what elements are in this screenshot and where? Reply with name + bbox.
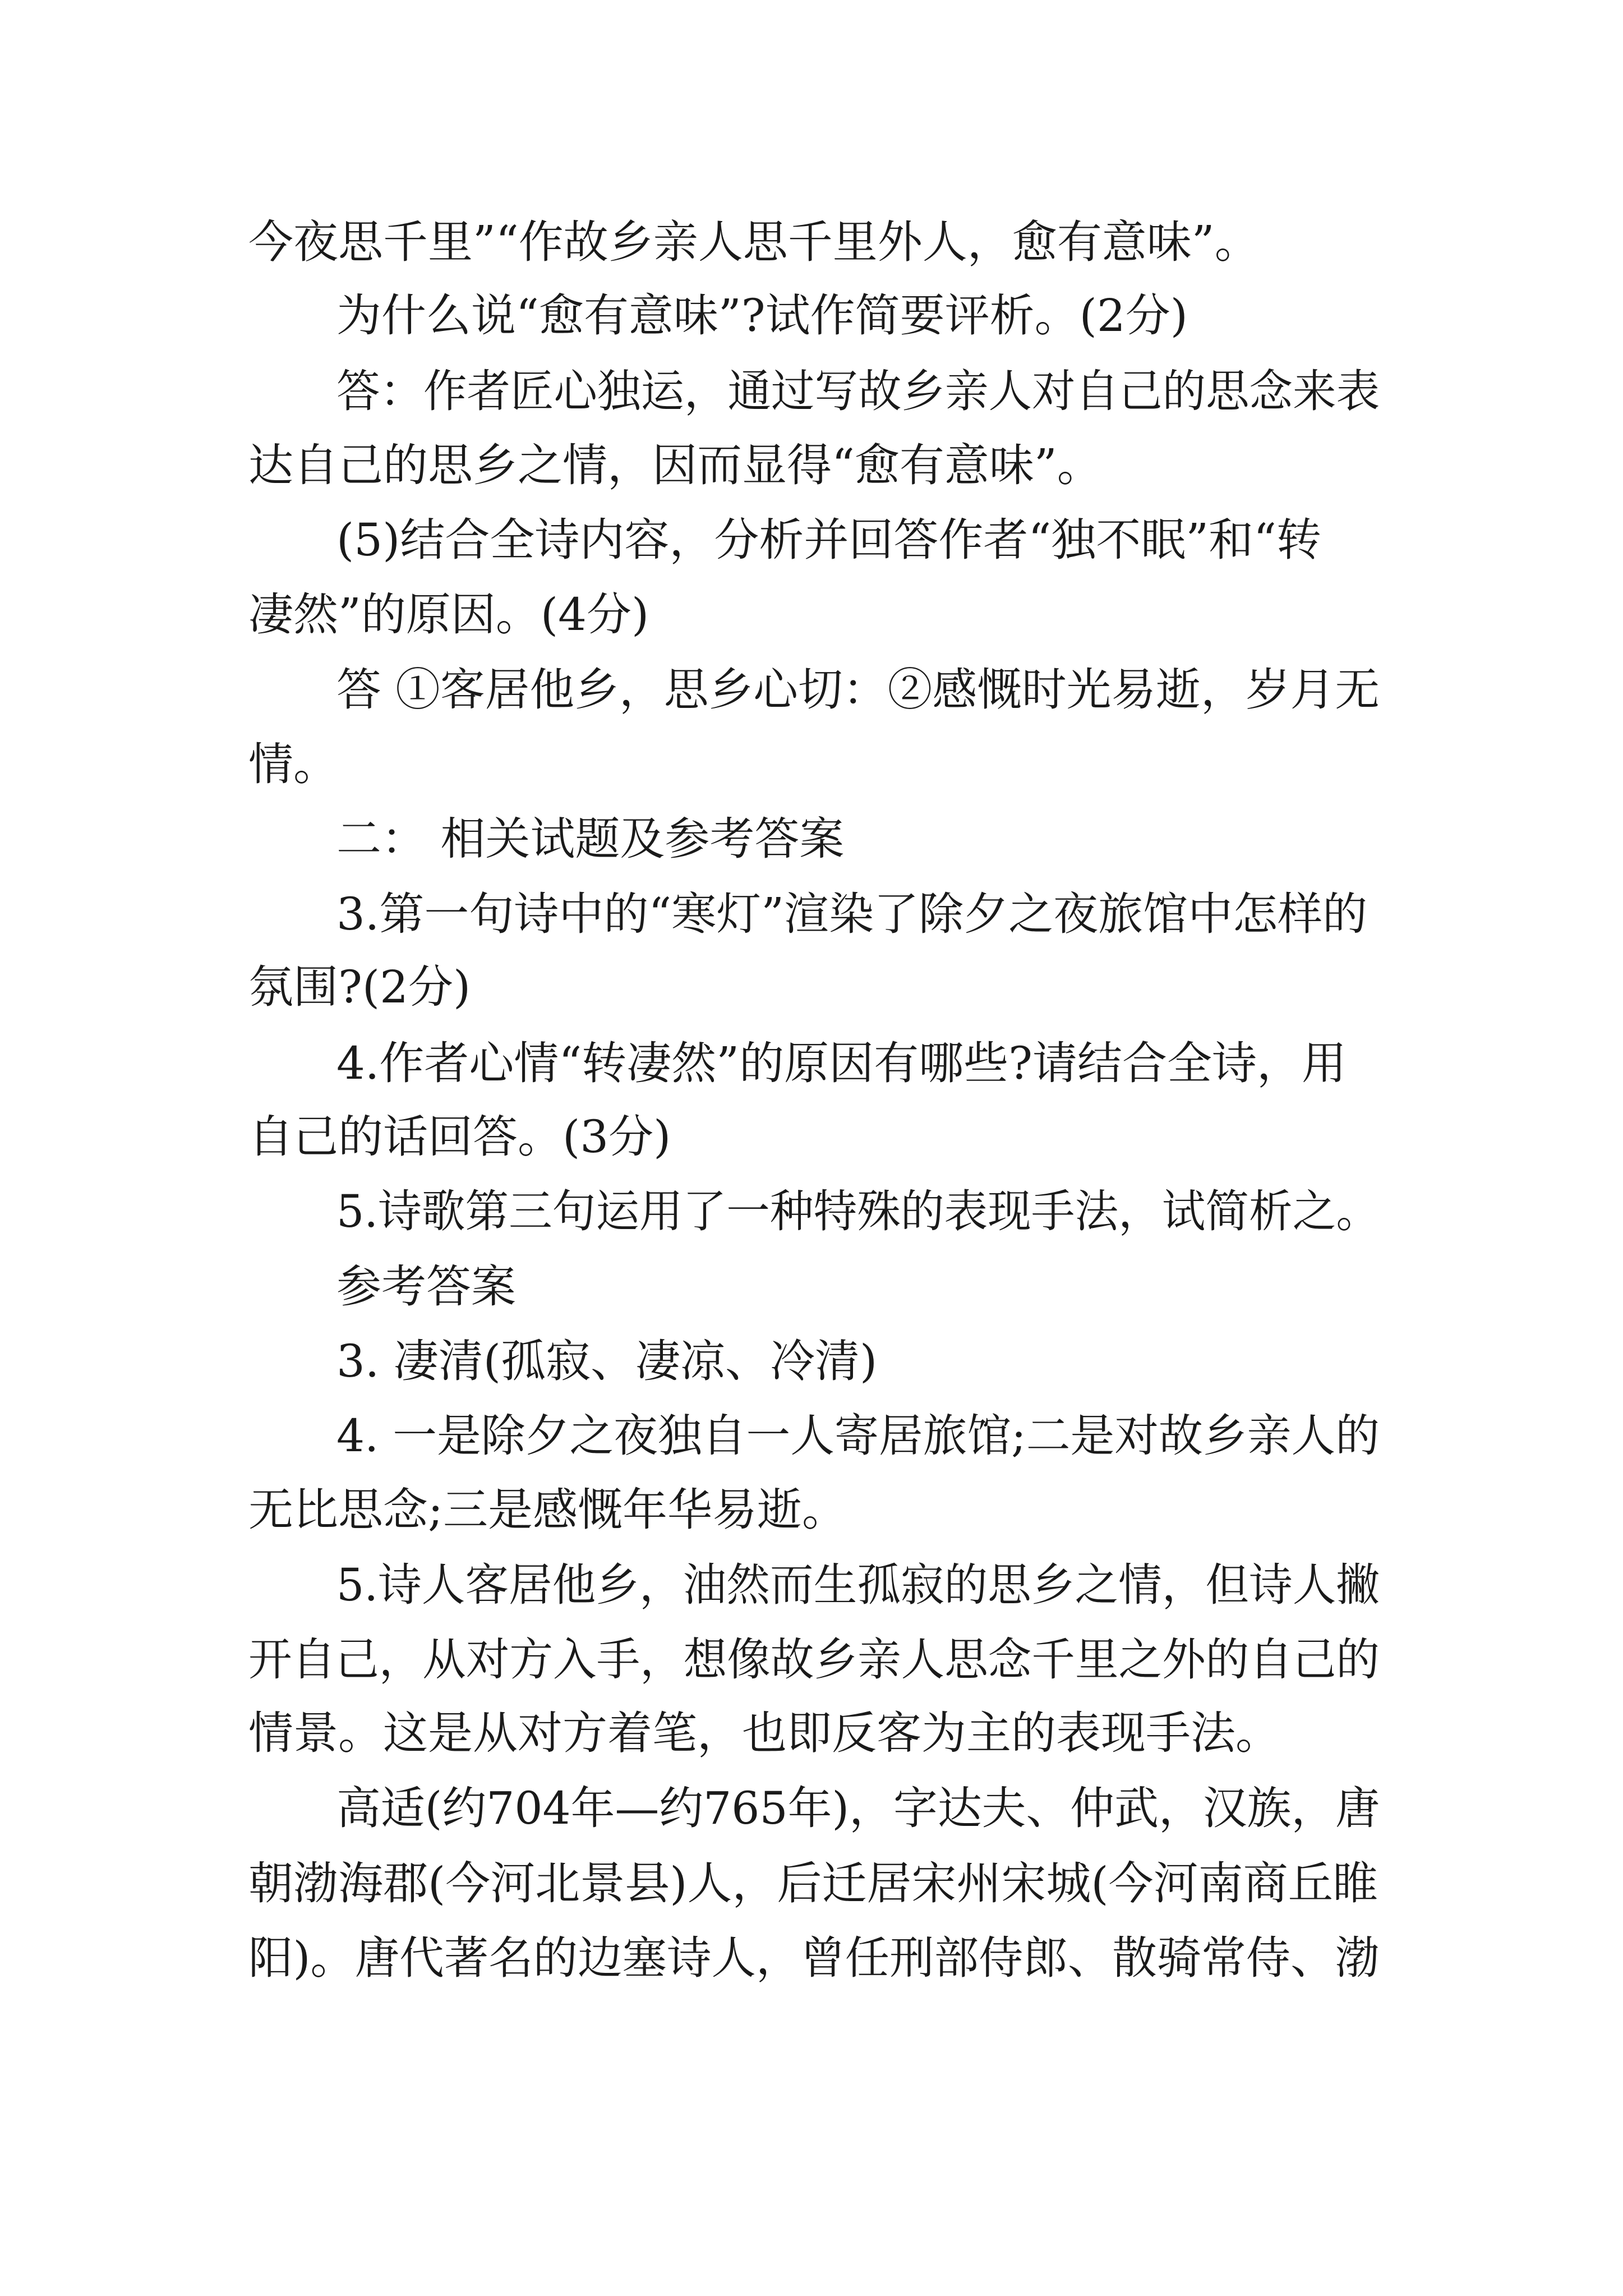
line-text: 答 ①客居他乡，思乡心切：②感慨时光易逝，岁月无 (336, 664, 1380, 716)
line-text: 无比思念;三是感慨年华易逝。 (248, 1484, 847, 1536)
text-line (0, 1546, 1623, 1625)
text-line (0, 1172, 1623, 1251)
line-text: 朝渤海郡(今河北景县)人，后迁居宋州宋城(今河南商丘睢 (248, 1857, 1378, 1910)
text-line (0, 800, 1623, 878)
text-line (0, 277, 1623, 355)
line-text: 为什么说“愈有意味”?试作简要评析。(2分) (336, 289, 1188, 342)
text-line (0, 875, 1623, 954)
line-text: 3. 凄清(孤寂、凄凉、冷清) (336, 1335, 878, 1387)
text-line (0, 651, 1623, 729)
text-line (0, 501, 1623, 579)
text-line (0, 1471, 1623, 1549)
text-line (0, 948, 1623, 1027)
line-text: 达自己的思乡之情，因而显得“愈有意味”。 (248, 439, 1102, 491)
line-text: 答：作者匠心独运，通过写故乡亲人对自己的思念来表 (336, 365, 1380, 417)
line-text: 开自己，从对方入手，想像故乡亲人思念千里之外的自己的 (248, 1634, 1380, 1686)
line-text: 情。 (248, 738, 338, 790)
text-line (0, 725, 1623, 804)
text-line (0, 1769, 1623, 1848)
line-text: 5.诗歌第三句运用了一种特殊的表现手法，试简析之。 (336, 1185, 1380, 1237)
line-text: 3.第一句诗中的“寒灯”渲染了除夕之夜旅馆中怎样的 (336, 888, 1368, 940)
line-text: 高适(约704年—约765年)，字达夫、仲武，汉族，唐 (336, 1782, 1380, 1834)
text-line (0, 1397, 1623, 1475)
line-text: 4. 一是除夕之夜独自一人寄居旅馆;二是对故乡亲人的 (336, 1410, 1380, 1462)
text-line (0, 1024, 1623, 1103)
line-text: 阳)。唐代著名的边塞诗人，曾任刑部侍郎、散骑常侍、渤 (248, 1932, 1380, 1984)
line-text: 4.作者心情“转凄然”的原因有哪些?请结合全诗，用 (336, 1037, 1347, 1089)
text-line (0, 1694, 1623, 1773)
text-line (0, 1621, 1623, 1699)
line-text: (5)结合全诗内容，分析并回答作者“独不眠”和“转 (336, 514, 1322, 566)
line-text: 氛围?(2分) (248, 961, 471, 1013)
text-line (0, 1248, 1623, 1326)
text-line (0, 576, 1623, 654)
text-line (0, 1322, 1623, 1401)
text-line (0, 1098, 1623, 1176)
text-line (0, 352, 1623, 431)
line-text: 5.诗人客居他乡，油然而生孤寂的思乡之情，但诗人撇 (336, 1559, 1380, 1611)
line-text: 二： 相关试题及参考答案 (336, 813, 845, 865)
line-text: 今夜思千里”“作故乡亲人思千里外人，愈有意味”。 (248, 216, 1260, 268)
line-text: 自己的话回答。(3分) (248, 1111, 671, 1163)
line-text: 凄然”的原因。(4分) (248, 588, 649, 641)
text-line (0, 1919, 1623, 1998)
text-line (0, 1844, 1623, 1923)
text-line (0, 203, 1623, 282)
text-line (0, 426, 1623, 505)
line-text: 参考答案 (336, 1260, 516, 1313)
line-text: 情景。这是从对方着笔，也即反客为主的表现手法。 (248, 1707, 1280, 1759)
